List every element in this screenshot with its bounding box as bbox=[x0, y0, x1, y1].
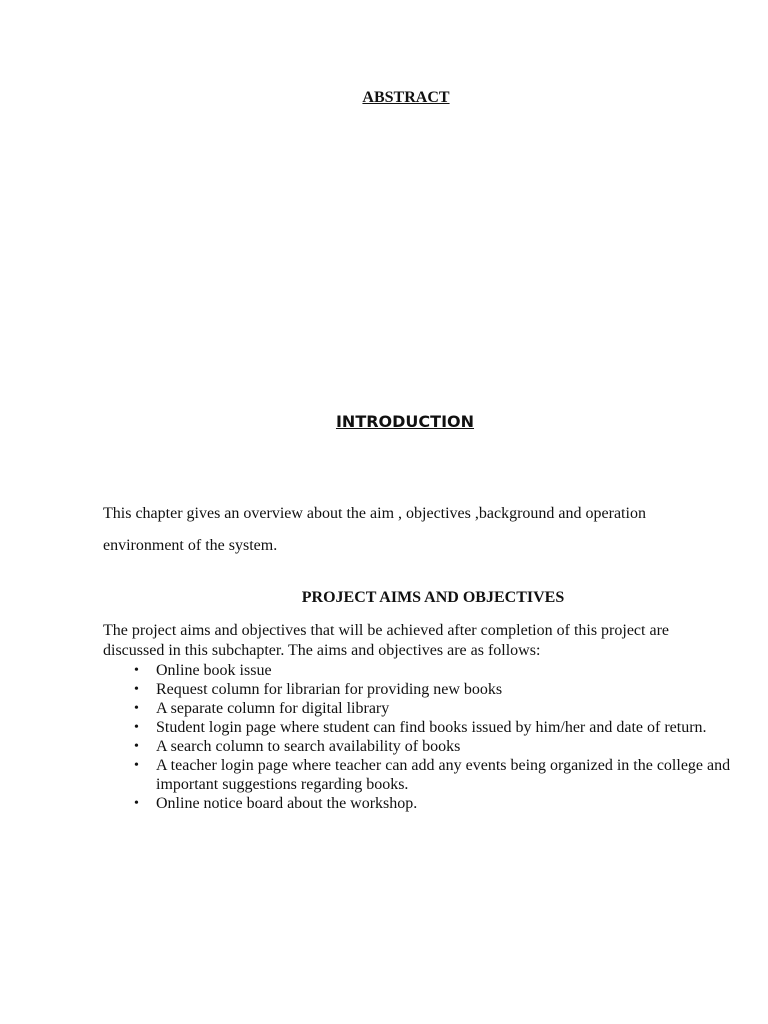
list-item bbox=[103, 756, 733, 794]
list-item bbox=[103, 794, 733, 813]
abstract-heading: ABSTRACT bbox=[362, 89, 450, 106]
bullet-icon: • bbox=[134, 701, 139, 716]
list-item-text: A teacher login page where teacher can add any events being organized in the college and important suggestions regarding books. bbox=[156, 757, 731, 793]
aims-objectives-heading: PROJECT AIMS AND OBJECTIVES bbox=[301, 589, 565, 606]
bullet-icon: • bbox=[134, 663, 139, 678]
introduction-heading: INTRODUCTION bbox=[335, 412, 475, 431]
list-item-text: A separate column for digital library bbox=[156, 700, 390, 717]
bullet-icon: • bbox=[134, 758, 139, 773]
aims-objectives-list bbox=[103, 661, 733, 813]
introduction-paragraph: This chapter gives an overview about the aim , objectives ,background and operation environment of the system. bbox=[103, 505, 646, 554]
list-item bbox=[103, 718, 733, 737]
bullet-icon: • bbox=[134, 720, 139, 735]
list-item-text: Student login page where student can find books issued by him/her and date of return. bbox=[156, 719, 707, 736]
list-item-text: Request column for librarian for providing new books bbox=[156, 681, 503, 698]
aims-objectives-paragraph: The project aims and objectives that will be achieved after completion of this project are discussed in this subchapter. The aims and objectives are as follows: bbox=[103, 622, 670, 659]
bullet-icon: • bbox=[134, 682, 139, 697]
list-item bbox=[103, 680, 733, 699]
list-item bbox=[103, 661, 733, 680]
list-item-text: A search column to search availability of books bbox=[156, 738, 461, 755]
list-item-text: Online notice board about the workshop. bbox=[156, 795, 418, 812]
list-item-text: Online book issue bbox=[156, 662, 272, 679]
bullet-icon: • bbox=[134, 739, 139, 754]
list-item bbox=[103, 737, 733, 756]
bullet-icon: • bbox=[134, 796, 139, 811]
list-item bbox=[103, 699, 733, 718]
